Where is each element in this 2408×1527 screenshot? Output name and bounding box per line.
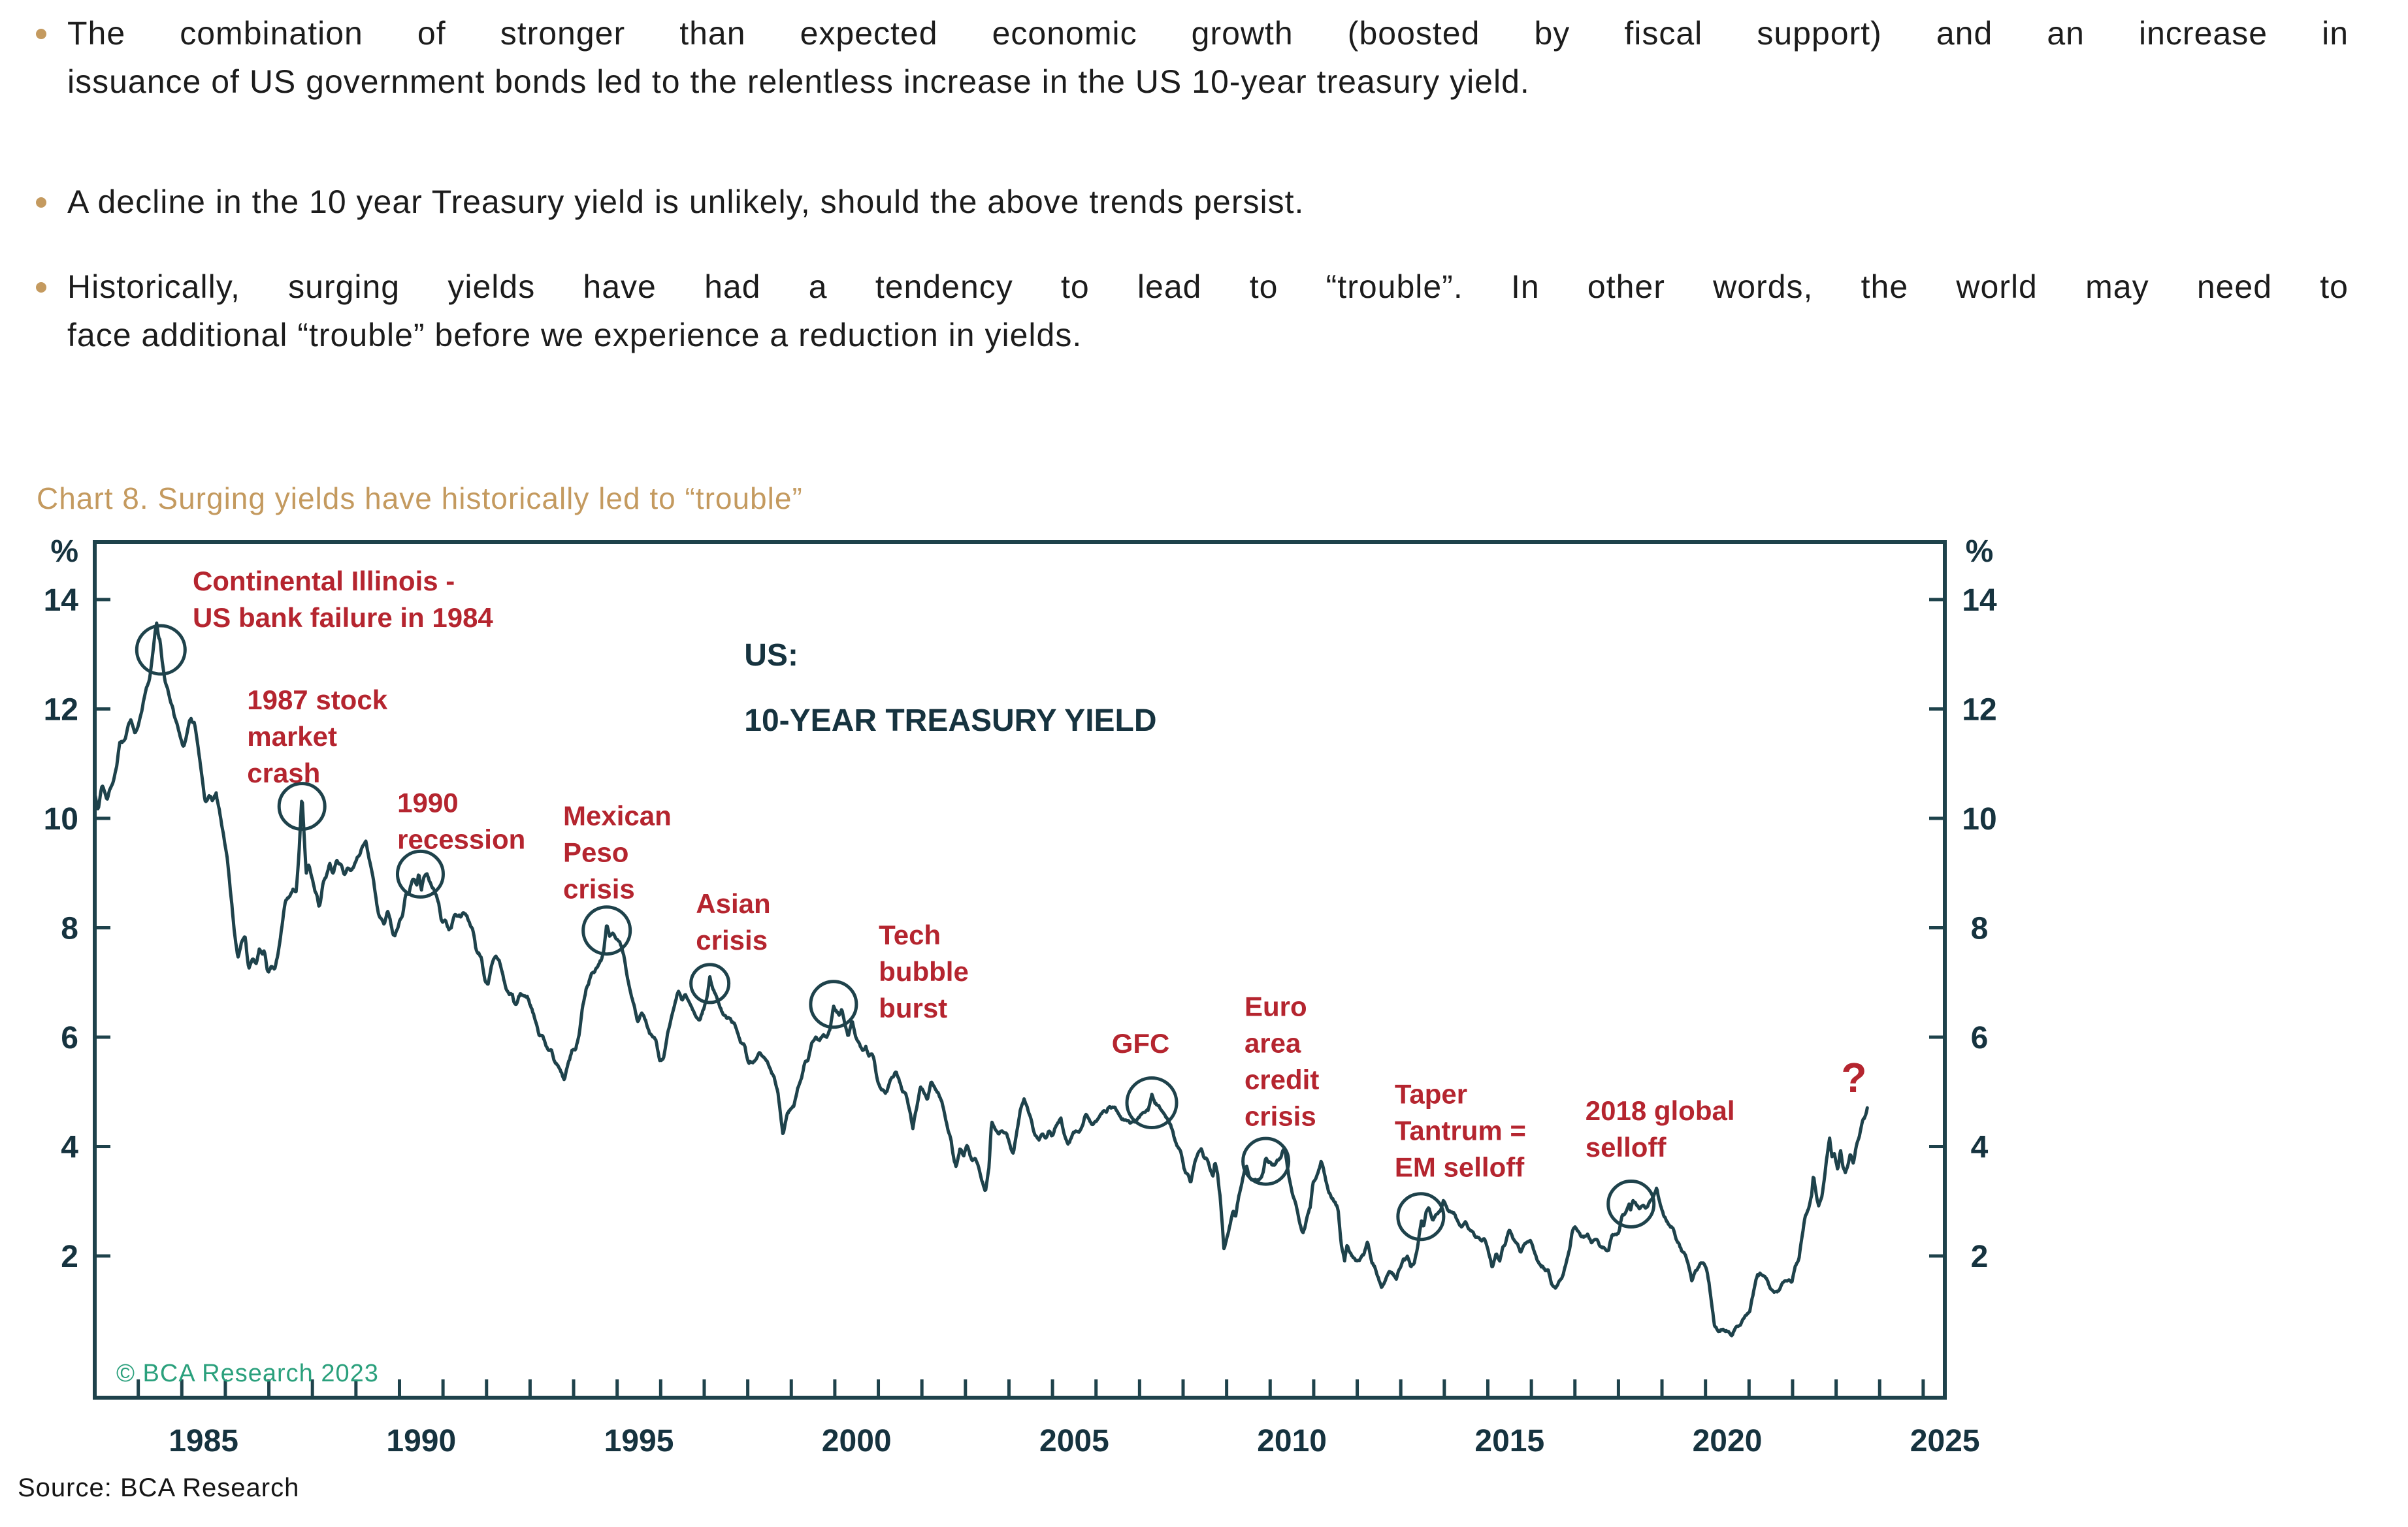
event-label-line: crisis bbox=[563, 873, 635, 905]
event-label-line: area bbox=[1244, 1027, 1301, 1059]
y-axis-unit-right: % bbox=[1965, 534, 1994, 569]
event-label-line: US bank failure in 1984 bbox=[192, 602, 493, 634]
series-title-line: 10-YEAR TREASURY YIELD bbox=[744, 703, 1157, 738]
bullet-item bbox=[36, 178, 2349, 226]
y-tick-label-right: 10 bbox=[1962, 802, 1997, 837]
event-label-line: recession bbox=[397, 824, 526, 855]
bullet-text: A decline in the 10 year Treasury yield is unlikely, should the above trends persist. bbox=[67, 184, 1305, 220]
bullet-dot-icon bbox=[36, 282, 46, 293]
event-label-line: 2018 global bbox=[1585, 1095, 1735, 1126]
y-tick-label-right: 4 bbox=[1970, 1130, 1989, 1165]
event-label-line: 1987 stock bbox=[247, 684, 388, 715]
event-label-mexican-peso bbox=[563, 800, 672, 904]
x-tick-label: 2000 bbox=[821, 1424, 892, 1458]
y-tick-label-left: 12 bbox=[43, 692, 78, 728]
y-tick-label-left: 10 bbox=[43, 802, 78, 837]
event-label-line: Tantrum = bbox=[1394, 1115, 1526, 1146]
x-tick-label: 1995 bbox=[604, 1424, 674, 1458]
event-label-gfc bbox=[1112, 1028, 1170, 1059]
event-label-tech-bubble bbox=[879, 920, 969, 1023]
y-tick-label-left: 4 bbox=[61, 1130, 78, 1165]
event-label-recession-1990 bbox=[397, 787, 525, 854]
y-tick-label-left: 14 bbox=[43, 583, 78, 618]
bullet-item bbox=[36, 9, 2349, 106]
x-tick-label: 2025 bbox=[1910, 1424, 1980, 1458]
y-tick-label-left: 2 bbox=[61, 1240, 78, 1274]
source-credit: Source: BCA Research bbox=[18, 1473, 300, 1502]
event-label-line: bubble bbox=[879, 956, 969, 987]
event-circle-tech-bubble bbox=[811, 982, 856, 1027]
x-tick-label: 2020 bbox=[1692, 1424, 1763, 1458]
event-label-line: Mexican bbox=[563, 800, 672, 831]
event-label-line: selloff bbox=[1585, 1131, 1667, 1163]
event-label-line: burst bbox=[879, 992, 948, 1023]
x-tick-label: 2015 bbox=[1474, 1424, 1545, 1458]
bullet-item bbox=[36, 263, 2349, 359]
event-label-line: Peso bbox=[563, 837, 629, 868]
treasury-yield-chart bbox=[0, 509, 2408, 1527]
plot-frame bbox=[95, 542, 1945, 1398]
event-label-line: credit bbox=[1244, 1064, 1320, 1095]
copyright-note: © BCA Research 2023 bbox=[116, 1360, 379, 1387]
event-label-asian-crisis bbox=[696, 888, 770, 956]
event-label-line: Continental Illinois - bbox=[192, 566, 455, 597]
bullet-dot-icon bbox=[36, 29, 46, 39]
event-label-line: market bbox=[247, 720, 338, 752]
event-label-line: crisis bbox=[1244, 1101, 1316, 1132]
event-label-line: Asian bbox=[696, 888, 771, 920]
y-tick-label-right: 14 bbox=[1962, 583, 1997, 618]
bullet-text: The combination of stronger than expected economic growth (boosted by fiscal support) and an increase in issuance of US government bonds led to the relentless increase in the US 10-year treasury yield. bbox=[67, 15, 2349, 100]
y-tick-label-right: 6 bbox=[1970, 1021, 1989, 1055]
event-label-crash-1987 bbox=[247, 684, 387, 788]
y-tick-label-right: 8 bbox=[1970, 911, 1989, 946]
event-label-line: crash bbox=[247, 757, 321, 788]
x-tick-label: 1990 bbox=[386, 1424, 457, 1458]
y-axis-unit-left: % bbox=[50, 534, 78, 569]
x-tick-label: 2010 bbox=[1257, 1424, 1327, 1458]
event-label-continental-illinois bbox=[193, 566, 493, 633]
x-tick-label: 2005 bbox=[1039, 1424, 1109, 1458]
y-tick-label-right: 2 bbox=[1970, 1240, 1989, 1274]
y-tick-label-right: 12 bbox=[1962, 692, 1997, 728]
bullet-dot-icon bbox=[36, 197, 46, 208]
y-tick-label-left: 8 bbox=[61, 911, 78, 946]
event-label-line: Euro bbox=[1244, 991, 1307, 1022]
x-tick-label: 1985 bbox=[169, 1424, 238, 1458]
bullet-list bbox=[36, 9, 2349, 359]
event-label-line: GFC bbox=[1111, 1027, 1170, 1059]
event-label-line: crisis bbox=[696, 925, 768, 956]
bullet-text: Historically, surging yields have had a tendency to lead to “trouble”. In other words, the world may need to face additional “trouble” before we experience a reduction in yields. bbox=[67, 268, 2349, 353]
y-tick-label-left: 6 bbox=[61, 1021, 78, 1055]
series-title-line: US: bbox=[744, 637, 798, 673]
event-label-line: EM selloff bbox=[1394, 1151, 1525, 1183]
event-label-taper-tantrum bbox=[1395, 1079, 1526, 1183]
event-label-question-mark bbox=[1841, 1054, 1866, 1101]
event-label-selloff-2018 bbox=[1586, 1095, 1735, 1163]
event-label-line: ? bbox=[1841, 1053, 1867, 1101]
series-title bbox=[744, 638, 1156, 738]
event-label-line: Tech bbox=[879, 919, 941, 950]
event-circle-gfc bbox=[1127, 1078, 1177, 1128]
event-label-euro-credit bbox=[1245, 991, 1319, 1132]
event-label-line: Taper bbox=[1394, 1078, 1468, 1110]
chart-caption: Chart 8. Surging yields have historically led to “trouble” bbox=[37, 481, 803, 515]
event-label-line: 1990 bbox=[397, 787, 459, 818]
